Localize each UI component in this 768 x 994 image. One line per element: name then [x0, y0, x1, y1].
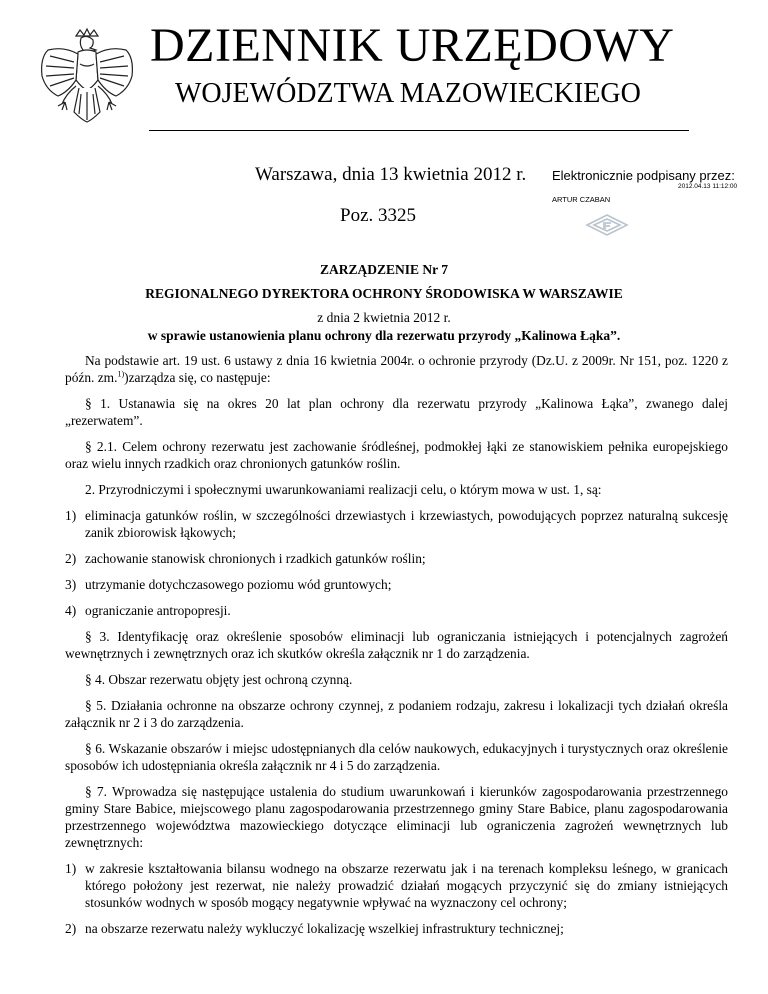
document-type: ZARZĄDZENIE Nr 7: [319, 262, 449, 277]
list-item: 1) eliminacja gatunków roślin, w szczególności drzewiastych i krzewiastych, powodujących poprzez naturalną sukcesję zanik zbiorowisk łąkowych;: [65, 508, 728, 540]
document-subject: w sprawie ustanowienia planu ochrony dla rezerwatu przyrody „Kalinowa Łąka”.: [147, 328, 621, 343]
legal-basis: Na podstawie art. 19 ust. 6 ustawy z dnia 16 kwietnia 2004r. o ochronie przyrody (Dz.U. z 2009r. Nr 151, poz. 1220 z późn. zm.$^{1)}$)zarządza się, co następuje:: [65, 353, 728, 385]
signature-label: Elektronicznie podpisany przez:: [552, 168, 735, 183]
paragraph-3: § 3. Identyfikację oraz określenie sposobów eliminacji lub ograniczania istniejących i potencjalnych zagrożeń wewnętrznych i zewnętrznych oraz ich skutków określa załącznik nr 1 do zarządzenia.: [65, 629, 728, 661]
paragraph-2-1: § 2.1. Celem ochrony rezerwatu jest zachowanie śródleśnej, podmokłej łąki ze stanowiskiem pełnika europejskiego oraz wielu innych rzadkich oraz chronionych gatunków roślin.: [65, 439, 728, 471]
journal-title: DZIENNIK URZĘDOWY: [150, 19, 675, 72]
list-item: 2) na obszarze rezerwatu należy wykluczyć lokalizację wszelkiej infrastruktury technicznej;: [65, 921, 564, 936]
journal-subtitle: WOJEWÓDZTWA MAZOWIECKIEGO: [175, 78, 641, 109]
list-item: 4) ograniczanie antropopresji.: [65, 603, 231, 618]
paragraph-7: § 7. Wprowadza się następujące ustalenia do studium uwarunkowań i kierunków zagospodarowania przestrzennego gminy Stare Babice, miejscowego planu zagospodarowania przestrzennego gminy Stare Babice, planu zagospodarowania przestrzennego województwa mazowieckiego dotyczące eliminacji lub ograniczenia zagrożeń wewnętrznych lub zewnętrznych:: [65, 784, 728, 850]
signature-logo-icon: [585, 212, 629, 238]
paragraph-2-2: 2. Przyrodniczymi i społecznymi uwarunkowaniami realizacji celu, o którym mowa w ust. 1, są:: [85, 482, 602, 497]
issuing-authority: REGIONALNEGO DYREKTORA OCHRONY ŚRODOWISKA W WARSZAWIE: [145, 286, 623, 301]
paragraph-5: § 5. Działania ochronne na obszarze ochrony czynnej, z podaniem rodzaju, zakresu i lokalizacji tych działań określa załącznik nr 2 i 3 do zarządzenia.: [65, 698, 728, 730]
position-number: Poz. 3325: [340, 205, 416, 226]
list-item: 1) w zakresie kształtowania bilansu wodnego na obszarze rezerwatu jak i na terenach kompleksu leśnego, w granicach którego położony jest rezerwat, nie należy prowadzić działań mogących przyczynić się do zmiany istniejących stosunków wodnych w sposób mogący negatywnie wpływać na wyznaczony cel ochrony;: [65, 861, 728, 910]
publication-date: Warszawa, dnia 13 kwietnia 2012 r.: [255, 164, 527, 185]
document-body: [65, 352, 728, 946]
paragraph-1: § 1. Ustanawia się na okres 20 lat plan ochrony dla rezerwatu przyrody „Kalinowa Łąka”, zwanego dalej „rezerwatem”.: [65, 396, 728, 428]
coat-of-arms-eagle-icon: [36, 28, 138, 132]
paragraph-6: § 6. Wskazanie obszarów i miejsc udostępnianych dla celów naukowych, edukacyjnych i turystycznych oraz określenie sposobów ich udostępniania określa załącznik nr 4 i 5 do zarządzenia.: [65, 741, 728, 773]
list-item: 3) utrzymanie dotychczasowego poziomu wód gruntowych;: [65, 577, 392, 592]
paragraph-4: § 4. Obszar rezerwatu objęty jest ochroną czynną.: [85, 672, 353, 687]
signer-name: ARTUR CZABAN: [552, 195, 611, 204]
list-item: 2) zachowanie stanowisk chronionych i rzadkich gatunków roślin;: [65, 551, 426, 566]
signature-timestamp: 2012.04.13 11:12:00: [678, 183, 738, 190]
header-divider: [149, 130, 689, 131]
document-date: z dnia 2 kwietnia 2012 r.: [317, 310, 451, 325]
